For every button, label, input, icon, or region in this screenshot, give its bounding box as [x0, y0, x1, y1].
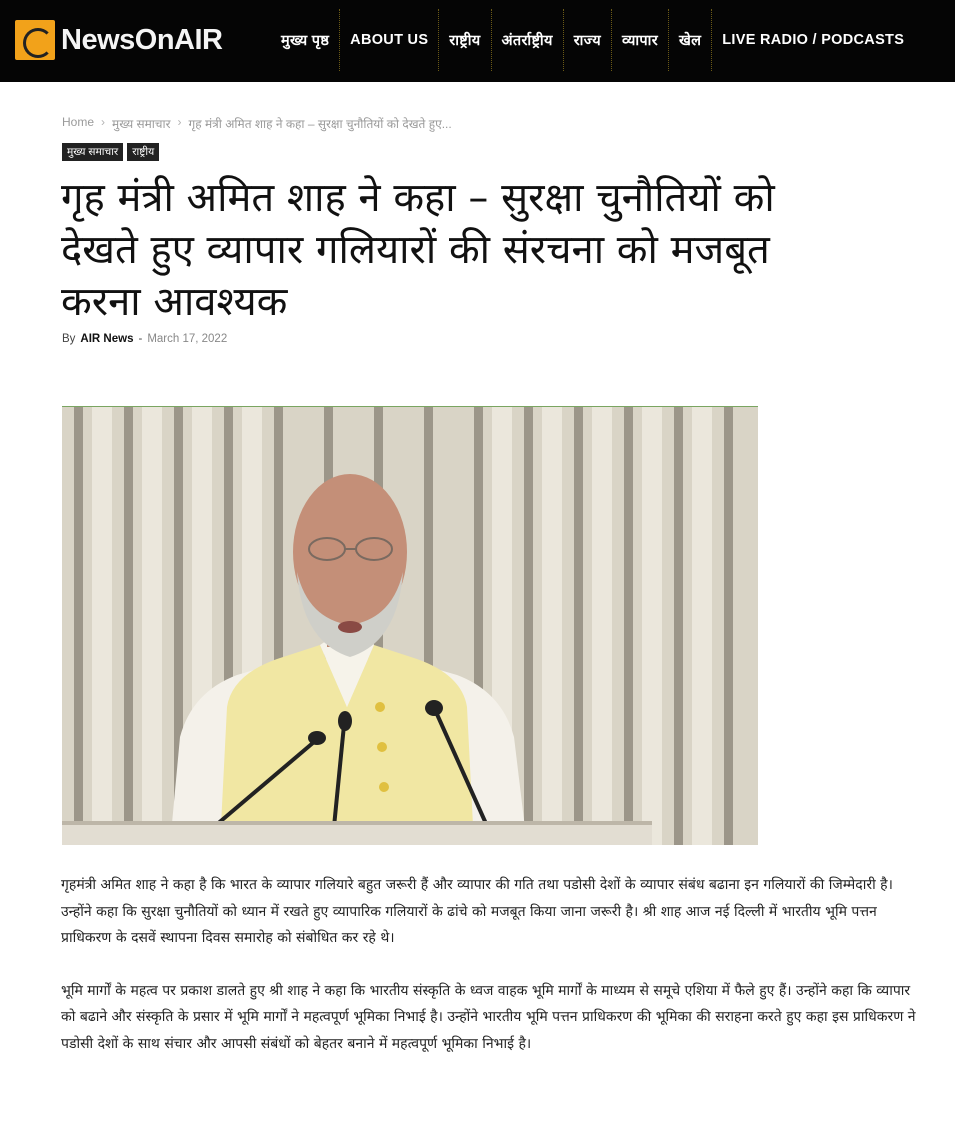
main-nav	[271, 9, 914, 71]
site-header	[0, 0, 955, 82]
nav-item-home[interactable]: मुख्य पृष्ठ	[281, 33, 330, 49]
publish-date: March 17, 2022	[147, 333, 228, 345]
meta-separator: -	[138, 333, 143, 345]
nav-item-state[interactable]: राज्य	[563, 9, 611, 71]
breadcrumb-current: गृह मंत्री अमित शाह ने कहा – सुरक्षा चुनौतियों को देखते हुए...	[188, 117, 452, 131]
by-label: By	[62, 333, 76, 345]
article-title: गृह मंत्री अमित शाह ने कहा – सुरक्षा चुनौतियों को देखते हुए व्यापार गलियारों की संरचना को मजबूत करना आवश्यक	[61, 175, 775, 325]
chevron-right-icon: ›	[101, 115, 106, 129]
speaker-at-podium-image	[62, 407, 758, 845]
article-body	[61, 872, 916, 1083]
nav-item-national[interactable]: राष्ट्रीय	[438, 9, 490, 71]
nav-item-international[interactable]: अंतर्राष्ट्रीय	[491, 9, 563, 71]
category-tag-main-news[interactable]: मुख्य समाचार	[62, 143, 123, 161]
category-tags	[62, 143, 159, 161]
article-paragraph: गृहमंत्री अमित शाह ने कहा है कि भारत के व्यापार गलियारे बहुत जरूरी हैं और व्यापार की गति तथा पडोसी देशों के व्यापार संबंध बढाना इन गलियारों की जिम्मेदारी है। उन्होंने कहा कि सुरक्षा चुनौतियों को ध्यान में रखते हुए व्यापारिक गलियारों के ढांचे को मजबूत किया जाना जरूरी है। श्री शाह आज नई दिल्ली में भारतीय भूमि पत्तन प्राधिकरण के दसवें स्थापना दिवस समारोह को संबोधित कर रहे थे।	[61, 877, 893, 946]
breadcrumb-home[interactable]: Home	[62, 115, 95, 129]
nav-item-about-us[interactable]: ABOUT US	[339, 9, 438, 71]
breadcrumb	[62, 115, 452, 132]
site-logo[interactable]	[15, 20, 222, 60]
author-link[interactable]: AIR News	[80, 333, 134, 345]
nav-item-sports[interactable]: खेल	[668, 9, 711, 71]
nav-item-live-radio[interactable]: LIVE RADIO / PODCASTS	[711, 9, 914, 71]
microphone-logo-icon	[15, 20, 55, 60]
article-paragraph: भूमि मार्गों के महत्व पर प्रकाश डालते हुए श्री शाह ने कहा कि भारतीय संस्कृति के ध्वज वाहक भूमि मार्गों के माध्यम से समूचे एशिया में फैले हुए हैं। उन्होंने कहा कि व्यापार को बढाने और संस्कृति के प्रसार में भूमि मार्गों ने महत्वपूर्ण भूमिका निभाई है। उन्होंने भारतीय भूमि पत्तन प्राधिकरण की भूमिका की सराहना करते हुए कहा इस प्राधिकरण ने पडोसी देशों के साथ संचार और आपसी संबंधों को बेहतर बनाने में महत्वपूर्ण भूमिका निभाई है।	[61, 982, 916, 1052]
chevron-right-icon: ›	[177, 115, 182, 129]
category-tag-national[interactable]: राष्ट्रीय	[127, 143, 159, 161]
logo-text: NewsOnAIR	[61, 23, 223, 56]
article-meta	[62, 333, 227, 345]
article-photo	[62, 406, 758, 845]
nav-item-business[interactable]: व्यापार	[611, 9, 668, 71]
breadcrumb-section[interactable]: मुख्य समाचार	[112, 117, 171, 131]
